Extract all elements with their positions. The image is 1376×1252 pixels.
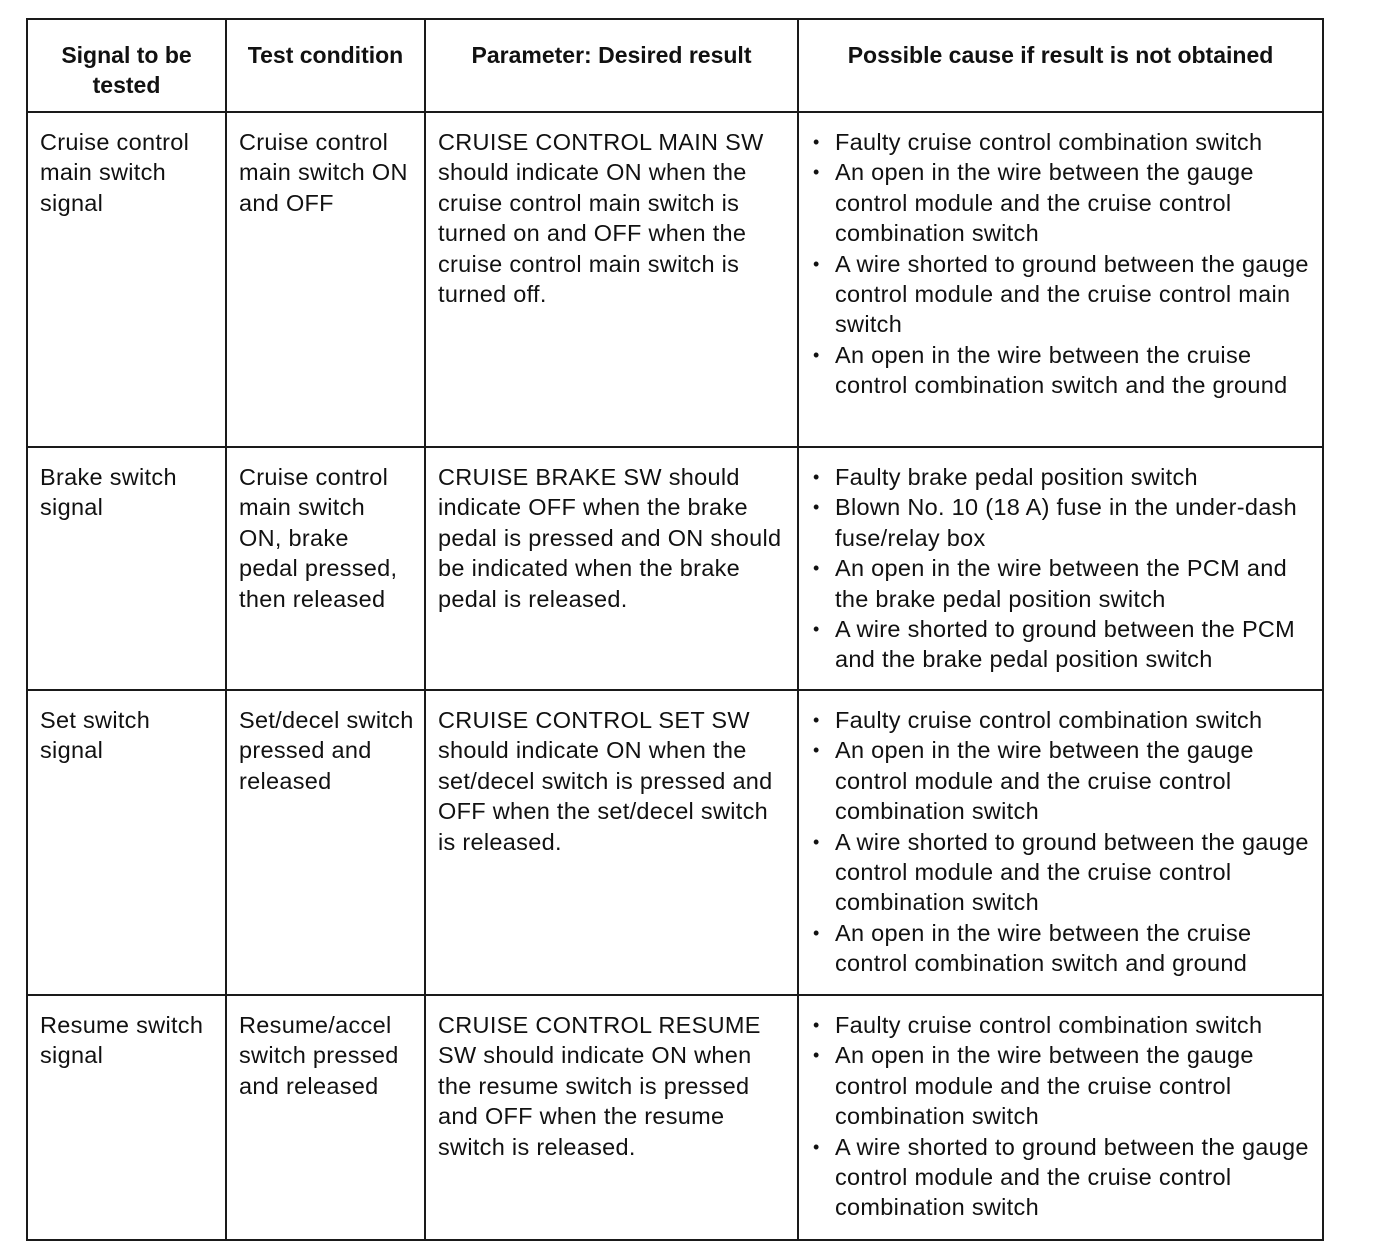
diagnostic-table-container [26,18,1322,1241]
cause-item: • A wire shorted to ground between the gauge control module and the cruise control main switch [811,249,1312,340]
cause-item: • An open in the wire between the gauge control module and the cruise control combination switch [811,157,1312,248]
cause-item: • Faulty cruise control combination switch [811,1010,1312,1040]
signal-cell: Cruise control main switch signal [27,112,226,447]
cause-item: • Faulty cruise control combination switch [811,705,1312,735]
parameter-cell: CRUISE BRAKE SW should indicate OFF when the brake pedal is pressed and ON should be indicated when the brake pedal is released. [425,447,798,690]
table-row [27,112,1323,447]
header-row [27,19,1323,112]
condition-cell: Resume/accel switch pressed and released [226,995,425,1240]
cause-list [811,127,1312,401]
cause-cell [798,112,1323,447]
signal-cell: Resume switch signal [27,995,226,1240]
condition-cell: Cruise control main switch ON and OFF [226,112,425,447]
cause-item: • An open in the wire between the gauge control module and the cruise control combination switch [811,735,1312,826]
cause-list [811,705,1312,979]
parameter-cell: CRUISE CONTROL SET SW should indicate ON when the set/decel switch is pressed and OFF when the set/decel switch is released. [425,690,798,995]
condition-cell: Set/decel switch pressed and released [226,690,425,995]
parameter-cell: CRUISE CONTROL RESUME SW should indicate ON when the resume switch is pressed and OFF when the resume switch is released. [425,995,798,1240]
cause-list [811,1010,1312,1223]
cause-item: • An open in the wire between the cruise control combination switch and the ground [811,340,1312,401]
table-row [27,447,1323,690]
cause-cell [798,690,1323,995]
cause-item: • A wire shorted to ground between the gauge control module and the cruise control combination switch [811,1132,1312,1223]
diagnostic-table [26,18,1324,1241]
cause-item: • Blown No. 10 (18 A) fuse in the under-dash fuse/relay box [811,492,1312,553]
cause-item: • An open in the wire between the cruise control combination switch and ground [811,918,1312,979]
header-parameter: Parameter: Desired result [425,19,798,112]
cause-item: • Faulty brake pedal position switch [811,462,1312,492]
header-cause: Possible cause if result is not obtained [798,19,1323,112]
cause-item: • A wire shorted to ground between the PCM and the brake pedal position switch [811,614,1312,675]
header-signal: Signal to be tested [27,19,226,112]
cause-cell [798,995,1323,1240]
cause-list [811,462,1312,675]
cause-cell [798,447,1323,690]
cause-item: • An open in the wire between the gauge control module and the cruise control combination switch [811,1040,1312,1131]
signal-cell: Set switch signal [27,690,226,995]
cause-item: • An open in the wire between the PCM and the brake pedal position switch [811,553,1312,614]
cause-item: • A wire shorted to ground between the gauge control module and the cruise control combination switch [811,827,1312,918]
condition-cell: Cruise control main switch ON, brake pedal pressed, then released [226,447,425,690]
table-row [27,995,1323,1240]
cause-item: • Faulty cruise control combination switch [811,127,1312,157]
signal-cell: Brake switch signal [27,447,226,690]
parameter-cell: CRUISE CONTROL MAIN SW should indicate ON when the cruise control main switch is turned on and OFF when the cruise control main switch is turned off. [425,112,798,447]
header-condition: Test condition [226,19,425,112]
table-row [27,690,1323,995]
